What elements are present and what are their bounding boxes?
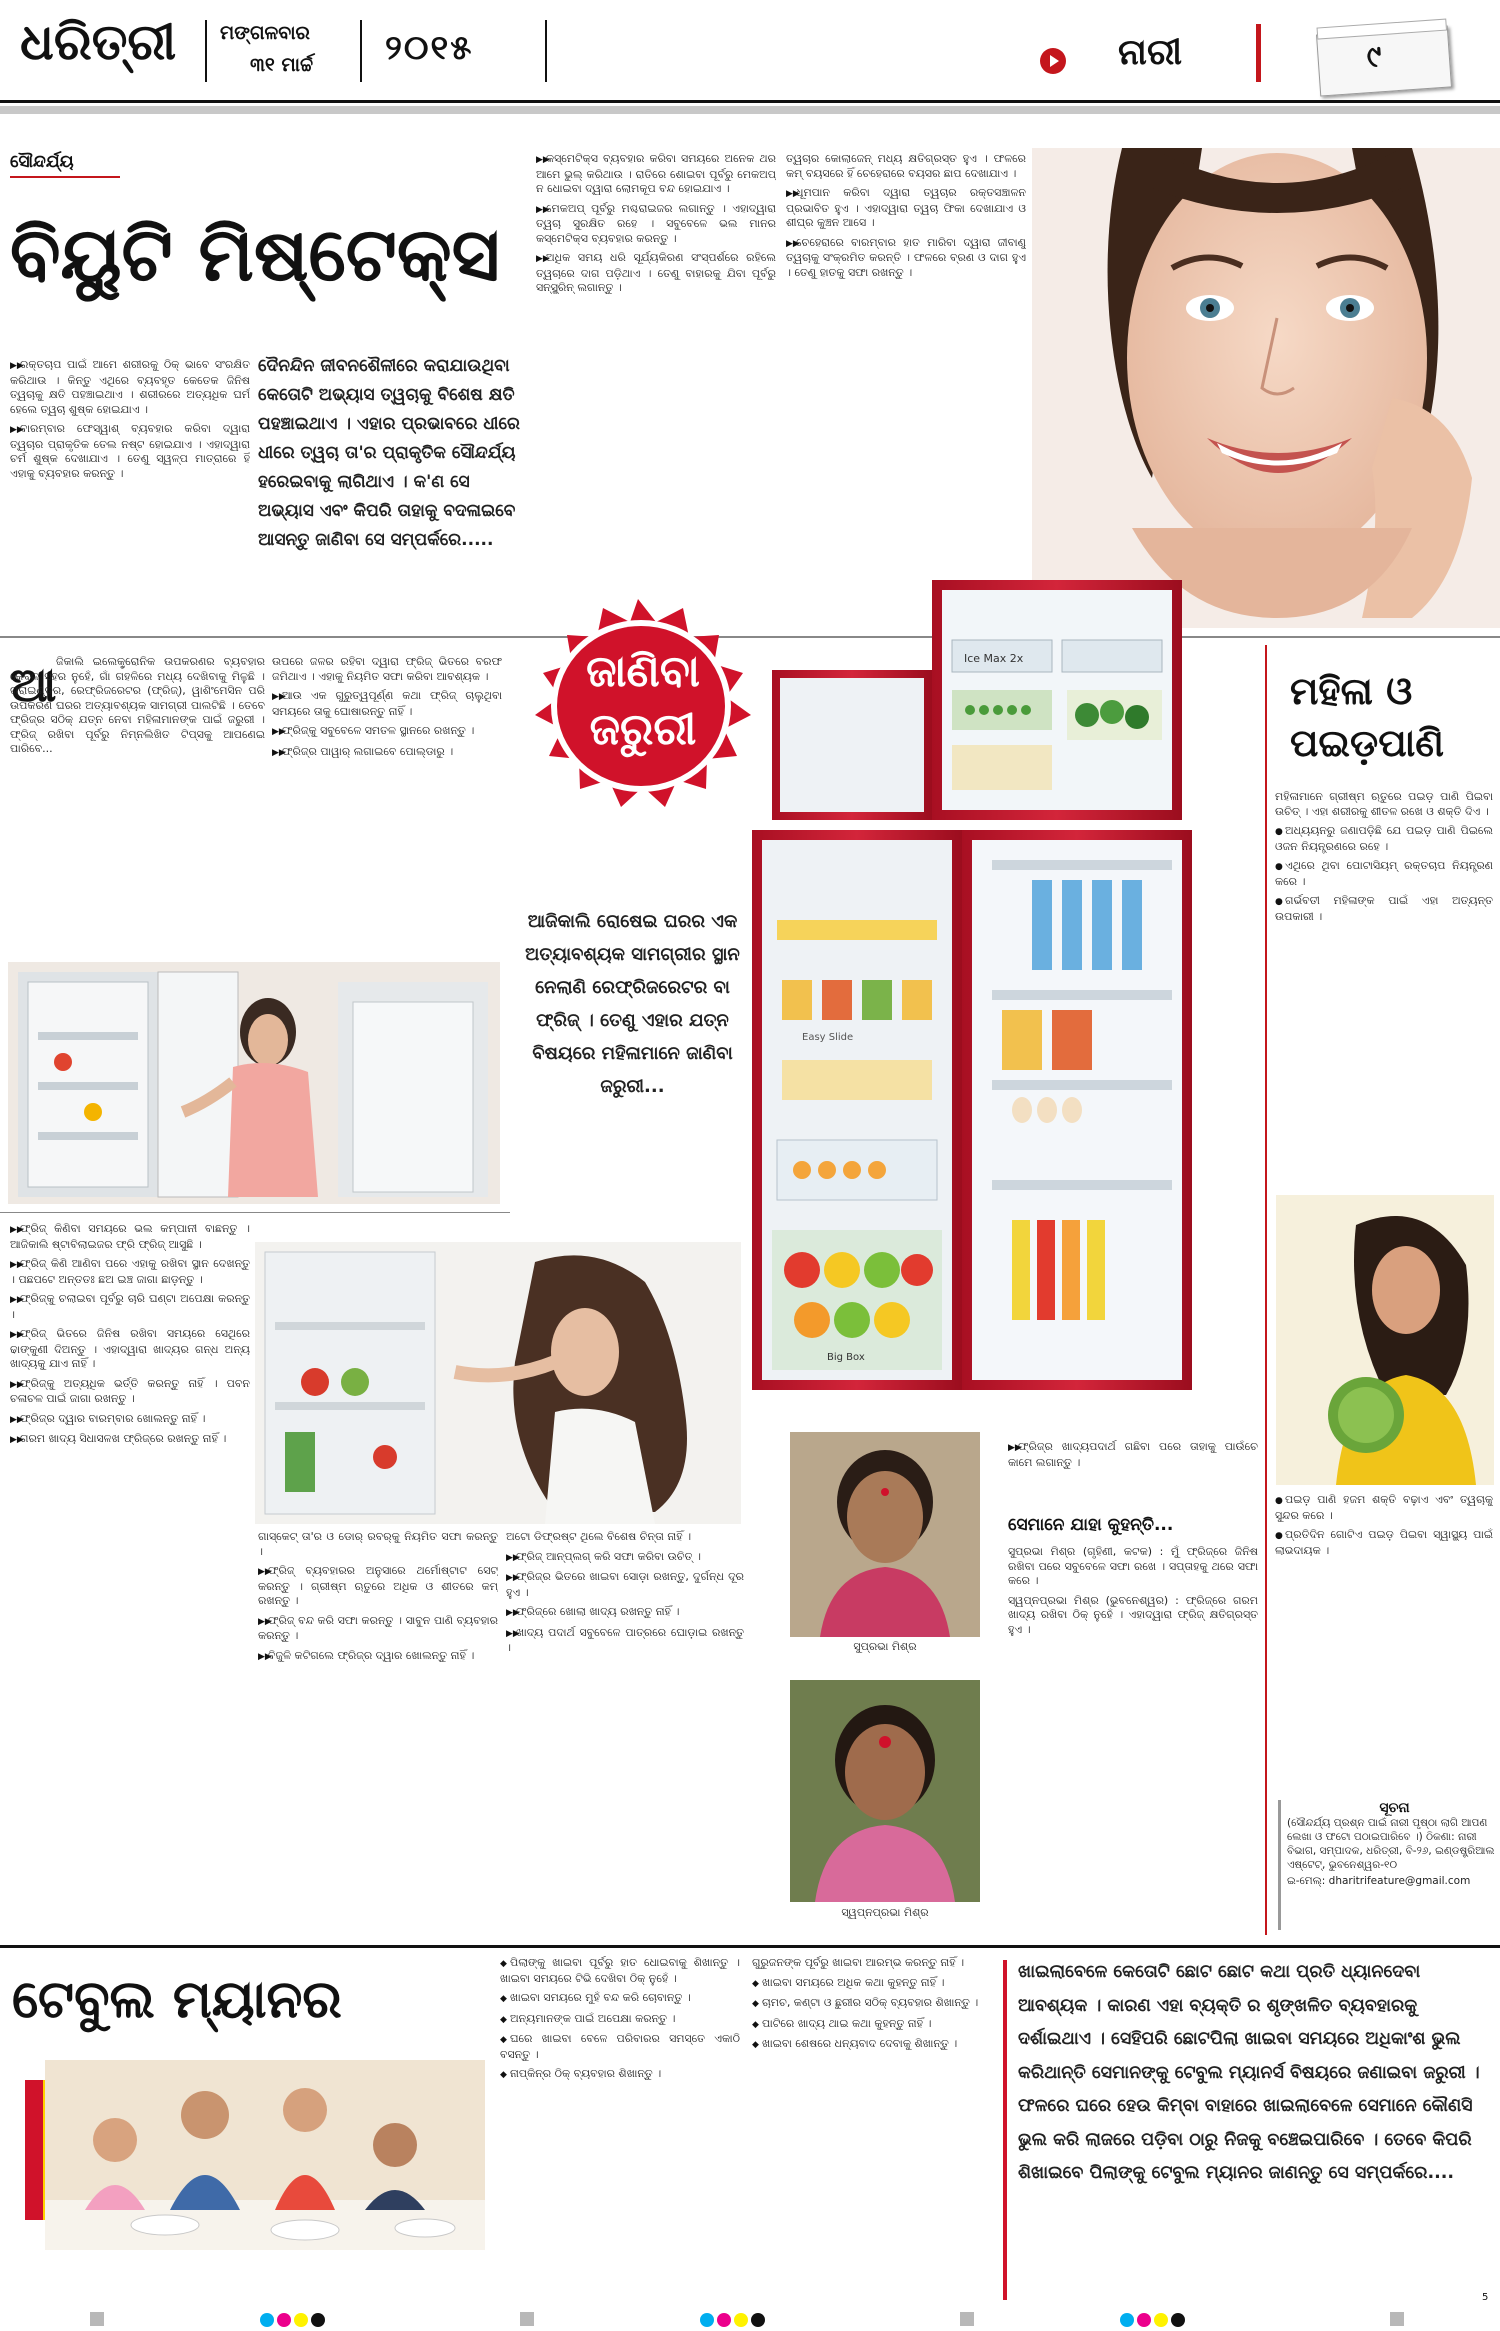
fridge-col5-p5: ▶▶ଖାଦ୍ୟ ପଦାର୍ଥ ସବୁବେଳେ ପାତ୍ରରେ ଘୋଡ଼ାଇ ରଖନ୍ତୁ । — [506, 1625, 744, 1654]
fridge-col5-p4-text: ଫ୍ରିଜ୍‌ରେ ଖୋଲା ଖାଦ୍ୟ ରଖନ୍ତୁ ନାହିଁ । — [516, 1605, 680, 1618]
masthead-year: ୨୦୧୫ — [385, 28, 474, 68]
fridge-col4-p3-text: ଫ୍ରିଜ୍ ବନ୍ଦ କରି ସଫା କରନ୍ତୁ । ସାବୁନ ପାଣି ବ୍ୟବହାର କରନ୍ତୁ । — [258, 1613, 498, 1642]
fridge-col3-p4-text: ଫ୍ରିଜ୍ ଭିତରେ ଜିନିଷ ରଖିବା ସମୟରେ ସେଥିରେ ଢାଙ୍କୁଣୀ ଦିଅନ୍ତୁ । ଏହାଦ୍ୱାରା ଖାଦ୍ୟର ଗନ୍ଧ ଅନ୍ୟ ଖାଦ୍ୟକୁ ଯାଏ ନାହିଁ । — [10, 1327, 250, 1370]
water-p1 — [1275, 790, 1493, 819]
footer-registration-2 — [700, 2312, 768, 2331]
table-col1-p2: ◆ ଖାଇବା ସମୟରେ ମୁହଁ ବନ୍ଦ କରି ଚୋବାନ୍ତୁ । — [500, 1991, 691, 2004]
table-col1-p4-text: ଘରେ ଖାଇବା ବେଳେ ପରିବାରର ସମସ୍ତେ ଏକାଠି ବସନ୍ତୁ । — [500, 2032, 740, 2061]
fridge-col4-p4-text: ବିଜୁଳି କଟିଗଲେ ଫ୍ରିଜ୍‌ର ଦ୍ୱାର ଖୋଲନ୍ତୁ ନାହିଁ । — [268, 1648, 475, 1662]
masthead-divider-1 — [205, 20, 207, 82]
play-icon — [1040, 48, 1066, 74]
fridge-col4-p1-text: ଗାସ୍କେଟ୍ ତା'ର ଓ ଡୋର୍ ରବର୍‌କୁ ନିୟମିତ ସଫା କରନ୍ତୁ । — [258, 1530, 498, 1558]
table-col1-p5: ◆ ନାପ୍‌କିନ୍‌ର ଠିକ୍ ବ୍ୟବହାର ଶିଖାନ୍ତୁ । — [500, 2067, 662, 2080]
table-col2-p3: ◆ ଚାମଚ, କଣ୍ଟା ଓ ଛୁରୀର ସଠିକ୍ ବ୍ୟବହାର ଶିଖାନ୍ତୁ । — [752, 1996, 979, 2009]
fridge-col2-p1 — [272, 655, 502, 684]
masthead-divider-3 — [545, 20, 547, 82]
fridge-col3 — [10, 1222, 250, 1622]
masthead-rule-grey — [0, 106, 1500, 114]
coconut-woman-photo — [1276, 1195, 1494, 1485]
fridge-col6-p2 — [1008, 1594, 1258, 1638]
beauty-col3-p1 — [786, 152, 1026, 181]
fridge-col5-p1-text: ଅଟୋ ଡିଫ୍ରଷ୍ଟ ଥିଲେ ବିଶେଷ ଚିନ୍ତା ନାହିଁ । — [506, 1530, 692, 1543]
big-box-label: Big Box — [827, 1352, 865, 1363]
beauty-col3 — [786, 152, 1026, 532]
table-col1-p4: ◆ ଘରେ ଖାଇବା ବେଳେ ପରିବାରର ସମସ୍ତେ ଏକାଠି ବସନ୍ତୁ । — [500, 2032, 740, 2061]
fridge-col4 — [258, 1530, 498, 1810]
water-p4-text: ଗର୍ଭବତୀ ମହିଳାଙ୍କ ପାଇଁ ଏହା ଅତ୍ୟନ୍ତ ଉପକାରୀ । — [1275, 894, 1493, 923]
fridge-col6-p1 — [1008, 1545, 1258, 1589]
fridge-col3-p1-text: ଫ୍ରିଜ୍ କିଣିବା ସମୟରେ ଭଲ କମ୍ପାନୀ ବାଛନ୍ତୁ । ଆଜିକାଲି ଷ୍ଟାବିଲାଇଜର ଫ୍ରି ଫ୍ରିଜ୍ ଆସୁଛି । — [10, 1222, 250, 1251]
water-p6-text: ପ୍ରତିଦିନ ଗୋଟିଏ ପଇଡ଼ ପିଇବା ସ୍ୱାସ୍ଥ୍ୟ ପାଇଁ ଲାଭଦାୟକ । — [1275, 1528, 1493, 1557]
fridge-col4-p4: ▶▶ବିଜୁଳି କଟିଗଲେ ଫ୍ରିଜ୍‌ର ଦ୍ୱାର ଖୋଲନ୍ତୁ ନାହିଁ । — [258, 1648, 475, 1662]
easy-slide-label: Easy Slide — [802, 1032, 854, 1043]
fridge-col3-p7-text: ଗରମ ଖାଦ୍ୟ ସିଧାସଳଖ ଫ୍ରିଜ୍‌ରେ ରଖନ୍ତୁ ନାହିଁ । — [20, 1432, 227, 1445]
table-headline: ଟେବୁଲ ମ୍ୟାନର — [12, 1970, 342, 2030]
table-col2-p5-text: ଖାଇବା ଶେଷରେ ଧନ୍ୟବାଦ ଦେବାକୁ ଶିଖାନ୍ତୁ । — [762, 2037, 958, 2050]
beauty-col3-p3-text: ଚେହେରାରେ ବାରମ୍ବାର ହାତ ମାରିବା ଦ୍ୱାରା ଜୀବାଣୁ ତ୍ୱଚାକୁ ସଂକ୍ରମିତ କରନ୍ତି । ଫଳରେ ବ୍ରଣ ଓ ଦାଗ ହୁଏ । ତେଣୁ ହାତକୁ ସଫା ରଖନ୍ତୁ । — [786, 235, 1026, 279]
beauty-col2-p3: ▶▶ଅଧିକ ସମୟ ଧରି ସୂର୍ଯ୍ୟକିରଣ ସଂସ୍ପର୍ଶରେ ରହିଲେ ତ୍ୱଚାରେ ଦାଗ ପଡ଼ିଥାଏ । ତେଣୁ ବାହାରକୁ ଯିବା ପୂର୍ବରୁ ସନ୍‌ସ୍କ୍ରିନ୍ ଲଗାନ୍ତୁ । — [536, 251, 776, 294]
beauty-col3-p3: ▶▶ଚେହେରାରେ ବାରମ୍ବାର ହାତ ମାରିବା ଦ୍ୱାରା ଜୀବାଣୁ ତ୍ୱଚାକୁ ସଂକ୍ରମିତ କରନ୍ତି । ଫଳରେ ବ୍ରଣ ଓ ଦାଗ ହୁଏ । ତେଣୁ ହାତକୁ ସଫା ରଖନ୍ତୁ । — [786, 235, 1026, 279]
table-col2-p1 — [752, 1956, 992, 1971]
beauty-kicker-text: ସୌନ୍ଦର୍ଯ୍ୟ — [10, 152, 74, 172]
notice-box — [1278, 1800, 1500, 1930]
fridge-col5-p3: ▶▶ଫ୍ରିଜ୍‌ର ଭିତରେ ଖାଇବା ସୋଡ଼ା ରଖନ୍ତୁ, ଦୁର୍ଗନ୍ଧ ଦୂର ହୁଏ । — [506, 1570, 744, 1599]
section-name: ନାରୀ — [1118, 32, 1183, 73]
water-headline-2: ପଇଡ଼ପାଣି — [1290, 721, 1445, 765]
table-col2-p2-text: ଖାଇବା ସମୟରେ ଅଧିକ କଥା କୁହନ୍ତୁ ନାହିଁ । — [762, 1975, 945, 1989]
table-col2-p4-text: ପାଟିରେ ଖାଦ୍ୟ ଥାଇ କଥା କୁହନ୍ତୁ ନାହିଁ । — [762, 2016, 932, 2030]
table-accent-red — [25, 2080, 43, 2220]
fridge-col2-p4-text: ଫ୍ରିଜ୍‌ର ପାୱାର୍ ଲଗାଇବେ ପୋଲ୍ଡାରୁ । — [282, 744, 454, 758]
woman-top — [228, 1063, 318, 1197]
table-col1-p1-text: ପିଲାଙ୍କୁ ଖାଇବା ପୂର୍ବରୁ ହାତ ଧୋଇବାକୁ ଶିଖାନ୍ତୁ । ଖାଇବା ସମୟରେ ଟିଭି ଦେଖିବା ଠିକ୍ ନୁହେଁ । — [500, 1956, 740, 1985]
fridge-col2-p3: ▶▶ଫ୍ରିଜ୍‌କୁ ସବୁବେଳେ ସମତଳ ସ୍ଥାନରେ ରଖନ୍ତୁ । — [272, 724, 475, 737]
water-p2: ● ଅଧ୍ୟୟନରୁ ଜଣାପଡ଼ିଛି ଯେ ପଇଡ଼ ପାଣି ପିଇଲେ ଓଜନ ନିୟନ୍ତ୍ରଣରେ ରହେ । — [1275, 824, 1493, 853]
fridge-col5-p2-text: ଫ୍ରିଜ୍ ଆନ୍‌ପ୍ଲଗ୍ କରି ସଫା କରିବା ଉଚିତ୍ । — [516, 1549, 701, 1563]
beauty-headline: ବିୟୁଟି ମିଷ୍ଟେକ୍ସ — [10, 212, 500, 298]
beauty-col1-p1-text: ରକ୍ତଚାପ ପାଇଁ ଆମେ ଶରୀରକୁ ଠିକ୍ ଭାବେ ସଂରକ୍ଷିତ କରିଥାଉ । କିନ୍ତୁ ଏଥିରେ ବ୍ୟବହୃତ କେତେକ ଜିନିଷ ତ୍ୱଚାକୁ କ୍ଷତି ପହଞ୍ଚାଇଥାଏ । ଶରୀରରେ ଅତ୍ୟଧିକ ଘର୍ମ ହେଲେ ତ୍ୱଚା ଶୁଷ୍କ ହୋଇଯାଏ । — [10, 358, 250, 416]
fridge-col3-p6-text: ଫ୍ରିଜ୍‌ର ଦ୍ୱାର ବାରମ୍ବାର ଖୋଲନ୍ତୁ ନାହିଁ । — [20, 1411, 206, 1425]
notice-title: ସୂଚନା — [1379, 1800, 1410, 1816]
beauty-col2-p2: ▶▶ମେକଅପ୍ ପୂର୍ବରୁ ମଶ୍ଚରାଇଜର ଲଗାନ୍ତୁ । ଏହାଦ୍ୱାରା ତ୍ୱଚା ସୁରକ୍ଷିତ ରହେ । ସବୁବେଳେ ଭଲ ମାନର କସ୍‌ମେଟିକ୍ସ ବ୍ୟବହାର କରନ୍ତୁ । — [536, 201, 776, 245]
woman-hair-fridge-photo — [255, 1242, 741, 1524]
beauty-col2-p2-text: ମେକଅପ୍ ପୂର୍ବରୁ ମଶ୍ଚରାଇଜର ଲଗାନ୍ତୁ । ଏହାଦ୍ୱାରା ତ୍ୱଚା ସୁରକ୍ଷିତ ରହେ । ସବୁବେଳେ ଭଲ ମାନର କସ୍‌ମେଟିକ୍ସ ବ୍ୟବହାର କରନ୍ତୁ । — [536, 201, 776, 245]
fridge-col1-p1 — [10, 655, 265, 757]
masthead-date: ୩୧ ମାର୍ଚ୍ଚ — [250, 54, 314, 76]
footer-grey-2 — [520, 2312, 534, 2326]
water-body-2 — [1275, 1493, 1493, 1763]
ice-max-label: Ice Max 2x — [964, 652, 1024, 665]
table-col1-p1: ◆ ପିଲାଙ୍କୁ ଖାଇବା ପୂର୍ବରୁ ହାତ ଧୋଇବାକୁ ଶିଖାନ୍ତୁ । ଖାଇବା ସମୟରେ ଟିଭି ଦେଖିବା ଠିକ୍ ନୁହେଁ । — [500, 1956, 740, 1985]
table-col2-p2: ◆ ଖାଇବା ସମୟରେ ଅଧିକ କଥା କୁହନ୍ତୁ ନାହିଁ । — [752, 1975, 945, 1989]
fridge-col5-p4: ▶▶ଫ୍ରିଜ୍‌ରେ ଖୋଲା ଖାଦ୍ୟ ରଖନ୍ତୁ ନାହିଁ । — [506, 1605, 680, 1618]
footer-grey-1 — [90, 2312, 104, 2326]
footer-registration-1 — [260, 2312, 328, 2331]
table-rule-top — [0, 1945, 1500, 1948]
woman-fridge-photo — [8, 962, 500, 1204]
beauty-col2-p1: ▶▶କସ୍‌ମେଟିକ୍ସ ବ୍ୟବହାର କରିବା ସମୟରେ ଅନେକ ଥର ଆମେ ଭୁଲ୍ କରିଥାଉ । ରାତିରେ ଶୋଇବା ପୂର୍ବରୁ ମେକଅପ୍ ନ ଧୋଇବା ଦ୍ୱାରା ଲୋମକୂପ ବନ୍ଦ ହୋଇଯାଏ । — [536, 152, 776, 195]
page-number: ୯ — [1365, 39, 1383, 76]
footer-bar — [0, 2292, 1500, 2330]
table-lead-divider — [1003, 1960, 1007, 2300]
table-col1 — [500, 1956, 740, 2301]
table-col1-p3: ◆ ଅନ୍ୟମାନଙ୍କ ପାଇଁ ଅପେକ୍ଷା କରନ୍ତୁ । — [500, 2011, 676, 2025]
fridge-col3-p6: ▶▶ଫ୍ରିଜ୍‌ର ଦ୍ୱାର ବାରମ୍ବାର ଖୋଲନ୍ତୁ ନାହିଁ । — [10, 1411, 206, 1425]
fridge-col4-p2-text: ଫ୍ରିଜ୍ ବ୍ୟବହାରର ଅନୁସାରେ ଥର୍ମୋଷ୍ଟାଟ ସେଟ୍ କରନ୍ତୁ । ଗ୍ରୀଷ୍ମ ଋତୁରେ ଅଧିକ ଓ ଶୀତରେ କମ୍ ରଖନ୍ତୁ । — [258, 1564, 498, 1607]
fridge-col6-intro-text: ଫ୍ରିଜ୍‌ର ଖାଦ୍ୟପଦାର୍ଥ ଗଛିବା ପରେ ତାହାକୁ ପାଉଁଚେ କାମେ ଲଗାନ୍ତୁ । — [1008, 1440, 1258, 1469]
fridge-col5-p2: ▶▶ଫ୍ରିଜ୍ ଆନ୍‌ପ୍ଲଗ୍ କରି ସଫା କରିବା ଉଚିତ୍ । — [506, 1549, 701, 1563]
beauty-kicker — [10, 152, 120, 178]
stamp-line1: ଜାଣିବା — [586, 646, 700, 697]
beauty-col1 — [10, 358, 250, 628]
table-col2-p4: ◆ ପାଟିରେ ଖାଦ୍ୟ ଥାଇ କଥା କୁହନ୍ତୁ ନାହିଁ । — [752, 2016, 932, 2030]
table-col2-p3-text: ଚାମଚ, କଣ୍ଟା ଓ ଛୁରୀର ସଠିକ୍ ବ୍ୟବହାର ଶିଖାନ୍ତୁ । — [762, 1996, 979, 2009]
stamp-line2: ଜରୁରୀ — [589, 704, 697, 755]
fridge-col5-p1 — [506, 1530, 744, 1545]
fridge-photo — [732, 580, 1212, 1410]
face-illustration — [1032, 148, 1500, 628]
fridge-col3-p2-text: ଫ୍ରିଜ୍ କିଣି ଆଣିବା ପରେ ଏହାକୁ ରଖିବା ସ୍ଥାନ ଦେଖନ୍ତୁ । ପଛପଟେ ଅନ୍ତତଃ ଛଅ ଇଞ୍ଚ ଜାଗା ଛାଡ଼ନ୍ତୁ । — [10, 1257, 250, 1286]
masthead-day: ମଙ୍ଗଳବାର — [220, 22, 310, 44]
beauty-col2-p3-text: ଅଧିକ ସମୟ ଧରି ସୂର୍ଯ୍ୟକିରଣ ସଂସ୍ପର୍ଶରେ ରହିଲେ ତ୍ୱଚାରେ ଦାଗ ପଡ଼ିଥାଏ । ତେଣୁ ବାହାରକୁ ଯିବା ପୂର୍ବରୁ ସନ୍‌ସ୍କ୍ରିନ୍ ଲଗାନ୍ତୁ । — [536, 251, 776, 294]
quotes-heading: ସେମାନେ ଯାହା କୁହନ୍ତି... — [1008, 1515, 1174, 1535]
beauty-col3-p2: ▶▶ଧୂମପାନ କରିବା ଦ୍ୱାରା ତ୍ୱଚାର ରକ୍ତସଞ୍ଚାଳନ ପ୍ରଭାବିତ ହୁଏ । ଏହାଦ୍ୱାରା ତ୍ୱଚା ଫିକା ଦେଖାଯାଏ ଓ ଶୀଘ୍ର କୁଞ୍ଚନ ଆସେ । — [786, 186, 1026, 229]
table-lead: ଖାଇଲାବେଳେ କେତୋଟି ଛୋଟ ଛୋଟ କଥା ପ୍ରତି ଧ୍ୟାନଦେବା ଆବଶ୍ୟକ । କାରଣ ଏହା ବ୍ୟକ୍ତି ର ଶୃଙ୍ଖଳିତ ବ୍ୟବହାରକୁ ଦର୍ଶାଇଥାଏ । ସେହିପରି ଛୋଟପିଲା ଖାଇବା ସମୟରେ ଅଧିକାଂଶ ଭୁଲ କରିଥାନ୍ତି ସେମାନଙ୍କୁ ଟେବୁଲ ମ୍ୟାନର୍ସ ବିଷୟରେ ଜଣାଇବା ଜରୁରୀ । ଫଳରେ ଘରେ ହେଉ କିମ୍ବା ବାହାରେ ଖାଇଲାବେଳେ ସେମାନେ କୌଣସି ଭୁଲ କରି ଲାଜରେ ପଡ଼ିବା ଠାରୁ ନିଜକୁ ବଞ୍ଚେଇପାରିବେ । ତେବେ କିପରି ଶିଖାଇବେ ପିଲାଙ୍କୁ ଟେବୁଲ ମ୍ୟାନର ଜାଣନ୍ତୁ ସେ ସମ୍ପର୍କରେ.... — [1018, 1962, 1480, 2183]
beauty-col1-p2: ▶▶ବାରମ୍ବାର ଫେସ୍‌ୱାଶ୍ ବ୍ୟବହାର କରିବା ଦ୍ୱାରା ତ୍ୱଚାର ପ୍ରାକୃତିକ ତେଲ ନଷ୍ଟ ହୋଇଯାଏ । ଏହାଦ୍ୱାରା ଚର୍ମ ଶୁଷ୍କ ଦେଖାଯାଏ । ତେଣୁ ସ୍ୱଳ୍ପ ମାତ୍ରାରେ ହିଁ ଏହାକୁ ବ୍ୟବହାର କରନ୍ତୁ । — [10, 422, 250, 480]
fridge-col2-p4: ▶▶ଫ୍ରିଜ୍‌ର ପାୱାର୍ ଲଗାଇବେ ପୋଲ୍ଡାରୁ । — [272, 744, 454, 758]
fridge-col3-p4: ▶▶ଫ୍ରିଜ୍ ଭିତରେ ଜିନିଷ ରଖିବା ସମୟରେ ସେଥିରେ ଢାଙ୍କୁଣୀ ଦିଅନ୍ତୁ । ଏହାଦ୍ୱାରା ଖାଦ୍ୟର ଗନ୍ଧ ଅନ୍ୟ ଖାଦ୍ୟକୁ ଯାଏ ନାହିଁ । — [10, 1327, 250, 1370]
water-p1-text: ମହିଳାମାନେ ଗ୍ରୀଷ୍ମ ଋତୁରେ ପଇଡ଼ ପାଣି ପିଇବା ଉଚିତ୍ । ଏହା ଶରୀରକୁ ଶୀତଳ ରଖେ ଓ ଶକ୍ତି ଦିଏ । — [1275, 790, 1493, 818]
fridge-col6-intro: ▶▶ଫ୍ରିଜ୍‌ର ଖାଦ୍ୟପଦାର୍ଥ ଗଛିବା ପରେ ତାହାକୁ ପାଉଁଚେ କାମେ ଲଗାନ୍ତୁ । — [1008, 1440, 1258, 1469]
person2-photo — [790, 1680, 980, 1902]
person2-caption: ସ୍ୱପ୍ନପ୍ରଭା ମିଶ୍ର — [841, 1906, 929, 1919]
person1-photo — [790, 1432, 980, 1637]
fridge-dropcap: ଆ — [10, 657, 57, 713]
fridge-col3-p3: ▶▶ଫ୍ରିଜ୍‌କୁ ଚଲାଇବା ପୂର୍ବରୁ ଚାରି ଘଣ୍ଟା ଅପେକ୍ଷା କରନ୍ତୁ । — [10, 1292, 250, 1321]
woman-hair-illustration — [255, 1242, 741, 1524]
beauty-col1-p1: ▶▶ରକ୍ତଚାପ ପାଇଁ ଆମେ ଶରୀରକୁ ଠିକ୍ ଭାବେ ସଂରକ୍ଷିତ କରିଥାଉ । କିନ୍ତୁ ଏଥିରେ ବ୍ୟବହୃତ କେତେକ ଜିନିଷ ତ୍ୱଚାକୁ କ୍ଷତି ପହଞ୍ଚାଇଥାଏ । ଶରୀରରେ ଅତ୍ୟଧିକ ଘର୍ମ ହେଲେ ତ୍ୱଚା ଶୁଷ୍କ ହୋଇଯାଏ । — [10, 358, 250, 416]
water-p6: ● ପ୍ରତିଦିନ ଗୋଟିଏ ପଇଡ଼ ପିଇବା ସ୍ୱାସ୍ଥ୍ୟ ପାଇଁ ଲାଭଦାୟକ । — [1275, 1528, 1493, 1557]
water-sidebar-divider — [1265, 645, 1267, 1935]
fridge-col3-p1: ▶▶ଫ୍ରିଜ୍ କିଣିବା ସମୟରେ ଭଲ କମ୍ପାନୀ ବାଛନ୍ତୁ । ଆଜିକାଲି ଷ୍ଟାବିଲାଇଜର ଫ୍ରି ଫ୍ରିଜ୍ ଆସୁଛି । — [10, 1222, 250, 1251]
fridge-col1 — [10, 655, 265, 955]
water-body — [1275, 790, 1493, 1180]
water-p4: ● ଗର୍ଭବତୀ ମହିଳାଙ୍କ ପାଇଁ ଏହା ଅତ୍ୟନ୍ତ ଉପକାରୀ । — [1275, 894, 1493, 923]
page-number-tab — [1316, 25, 1452, 96]
fridge-col2-p3-text: ଫ୍ରିଜ୍‌କୁ ସବୁବେଳେ ସମତଳ ସ୍ଥାନରେ ରଖନ୍ତୁ । — [282, 724, 475, 737]
footer-page-mark: 5 — [1482, 2292, 1489, 2303]
table-col2-p5: ◆ ଖାଇବା ଶେଷରେ ଧନ୍ୟବାଦ ଦେବାକୁ ଶିଖାନ୍ତୁ । — [752, 2037, 958, 2050]
masthead-divider-2 — [360, 20, 362, 82]
fridge-col6-p1-text: ସୁପ୍ରଭା ମିଶ୍ର (ଗୃହିଣୀ, କଟକ) : ମୁଁ ଫ୍ରିଜ୍‌ରେ ଜିନିଷ ରଖିବା ପରେ ସବୁବେଳେ ସଫା ରଖେ । ସପ୍ତାହକୁ ଥରେ ସଫା କରେ । — [1008, 1545, 1258, 1587]
fridge-col3-p2: ▶▶ଫ୍ରିଜ୍ କିଣି ଆଣିବା ପରେ ଏହାକୁ ରଖିବା ସ୍ଥାନ ଦେଖନ୍ତୁ । ପଛପଟେ ଅନ୍ତତଃ ଛଅ ଇଞ୍ଚ ଜାଗା ଛାଡ଼ନ୍ତୁ । — [10, 1257, 250, 1286]
notice-body: (ସୌନ୍ଦର୍ଯ୍ୟ ପ୍ରଶ୍ନ ପାଇଁ ନାରୀ ପୃଷ୍ଠା ଲାଗି ଆପଣ ଲେଖା ଓ ଫଟୋ ପଠାଇପାରିବେ ।) ଠିକଣା: ନାରୀ ବିଭାଗ, ସମ୍ପାଦକ, ଧରିତ୍ରୀ, ବି-୨୬, ଇଣ୍ଡଷ୍ଟ୍ରିଆଲ ଏଷ୍ଟେଟ୍, ଭୁବନେଶ୍ୱର-୧୦ — [1287, 1817, 1495, 1871]
fridge-col4-p3: ▶▶ଫ୍ରିଜ୍ ବନ୍ଦ କରି ସଫା କରନ୍ତୁ । ସାବୁନ ପାଣି ବ୍ୟବହାର କରନ୍ତୁ । — [258, 1613, 498, 1642]
table-col2-p1-text: ଗୁରୁଜନଙ୍କ ପୂର୍ବରୁ ଖାଇବା ଆରମ୍ଭ କରନ୍ତୁ ନାହିଁ । — [752, 1956, 965, 1969]
table-col1-p3-text: ଅନ୍ୟମାନଙ୍କ ପାଇଁ ଅପେକ୍ଷା କରନ୍ତୁ । — [510, 2011, 676, 2025]
beauty-col2 — [536, 152, 776, 532]
water-p2-text: ଅଧ୍ୟୟନରୁ ଜଣାପଡ଼ିଛି ଯେ ପଇଡ଼ ପାଣି ପିଇଲେ ଓଜନ ନିୟନ୍ତ୍ରଣରେ ରହେ । — [1275, 824, 1493, 853]
fridge-col5-p3-text: ଫ୍ରିଜ୍‌ର ଭିତରେ ଖାଇବା ସୋଡ଼ା ରଖନ୍ତୁ, ଦୁର୍ଗନ୍ଧ ଦୂର ହୁଏ । — [506, 1570, 744, 1599]
beauty-face-photo — [1032, 148, 1500, 628]
fridge-col6-p2-text: ସ୍ୱପ୍ନପ୍ରଭା ମିଶ୍ର (ଭୁବନେଶ୍ୱର) : ଫ୍ରିଜ୍‌ରେ ଗରମ ଖାଦ୍ୟ ରଖିବା ଠିକ୍ ନୁହେଁ । ଏହାଦ୍ୱାରା ଫ୍ରିଜ୍ କ୍ଷତିଗ୍ରସ୍ତ ହୁଏ । — [1008, 1593, 1258, 1636]
table-col2 — [752, 1956, 992, 2301]
footer-grey-3 — [960, 2312, 974, 2326]
fridge-col2-p2-text: ଆଉ ଏକ ଗୁରୁତ୍ୱପୂର୍ଣ୍ଣ କଥା ଫ୍ରିଜ୍ ଚାଲୁଥିବା ସମୟରେ ତାକୁ ଘୋଷାରନ୍ତୁ ନାହିଁ । — [272, 689, 502, 718]
family-dining-photo — [45, 2060, 485, 2250]
fridge-col3-p5: ▶▶ଫ୍ରିଜ୍‌କୁ ଅତ୍ୟଧିକ ଭର୍ତ୍ତି କରନ୍ତୁ ନାହିଁ । ପବନ ଚଳାଚଳ ପାଇଁ ଜାଗା ରଖନ୍ତୁ । — [10, 1376, 250, 1405]
water-p3-text: ଏଥିରେ ଥିବା ପୋଟାସିୟମ୍ ରକ୍ତଚାପ ନିୟନ୍ତ୍ରଣ କରେ । — [1275, 859, 1493, 888]
fridge-col2-p1-text: ଉପରେ ଜଳର ରହିବା ଦ୍ୱାରା ଫ୍ରିଜ୍ ଭିତରେ ବରଫ ଜମିଥାଏ । ଏହାକୁ ନିୟମିତ ସଫା କରିବା ଆବଶ୍ୟକ । — [272, 655, 502, 683]
woman-fridge-illustration — [8, 962, 500, 1204]
masthead-rule-top — [0, 100, 1500, 103]
fridge-col3-p7: ▶▶ଗରମ ଖାଦ୍ୟ ସିଧାସଳଖ ଫ୍ରିଜ୍‌ରେ ରଖନ୍ତୁ ନାହିଁ । — [10, 1432, 227, 1445]
beauty-col3-p1-text: ତ୍ୱଚାର କୋଲାଜେନ୍ ମଧ୍ୟ କ୍ଷତିଗ୍ରସ୍ତ ହୁଏ । ଫଳରେ କମ୍ ବୟସରେ ହିଁ ଚେହେରାରେ ବୟସର ଛାପ ଦେଖାଯାଏ । — [786, 152, 1026, 180]
beauty-col2-p1-text: କସ୍‌ମେଟିକ୍ସ ବ୍ୟବହାର କରିବା ସମୟରେ ଅନେକ ଥର ଆମେ ଭୁଲ୍ କରିଥାଉ । ରାତିରେ ଶୋଇବା ପୂର୍ବରୁ ମେକଅପ୍ ନ ଧୋଇବା ଦ୍ୱାରା ଲୋମକୂପ ବନ୍ଦ ହୋଇଯାଏ । — [536, 152, 776, 195]
fridge-col3-p3-text: ଫ୍ରିଜ୍‌କୁ ଚଲାଇବା ପୂର୍ବରୁ ଚାରି ଘଣ୍ଟା ଅପେକ୍ଷା କରନ୍ତୁ । — [10, 1292, 250, 1321]
fridge-illustration — [732, 580, 1212, 1410]
table-col1-p2-text: ଖାଇବା ସମୟରେ ମୁହଁ ବନ୍ଦ କରି ଚୋବାନ୍ତୁ । — [510, 1991, 691, 2004]
water-headline-1: ମହିଳା ଓ — [1290, 669, 1413, 713]
fridge-pull-quote: ଆଜିକାଲି ରୋଷେଇ ଘରର ଏକ ଅତ୍ୟାବଶ୍ୟକ ସାମଗ୍ରୀର ସ୍ଥାନ ନେଲାଣି ରେଫ୍ରିଜରେଟର ବା ଫ୍ରିଜ୍ । ତେଣୁ ଏହାର ଯତ୍ନ ବିଷୟରେ ମହିଳାମାନେ ଜାଣିବା ଜରୁରୀ... — [525, 911, 740, 1097]
paper-name: ଧରିତ୍ରୀ — [20, 13, 177, 71]
water-p3: ● ଏଥିରେ ଥିବା ପୋଟାସିୟମ୍ ରକ୍ତଚାପ ନିୟନ୍ତ୍ରଣ କରେ । — [1275, 859, 1493, 888]
janiba-jaruri-stamp — [513, 594, 763, 814]
fridge-col5 — [506, 1530, 744, 1810]
person1-caption: ସୁପ୍ରଭା ମିଶ୍ର — [853, 1640, 917, 1653]
fridge-col4-p2: ▶▶ଫ୍ରିଜ୍ ବ୍ୟବହାରର ଅନୁସାରେ ଥର୍ମୋଷ୍ଟାଟ ସେଟ୍ କରନ୍ତୁ । ଗ୍ରୀଷ୍ମ ଋତୁରେ ଅଧିକ ଓ ଶୀତରେ କମ୍ ରଖନ୍ତୁ । — [258, 1564, 498, 1607]
footer-grey-4 — [1390, 2312, 1404, 2326]
beauty-col3-p2-text: ଧୂମପାନ କରିବା ଦ୍ୱାରା ତ୍ୱଚାର ରକ୍ତସଞ୍ଚାଳନ ପ୍ରଭାବିତ ହୁଏ । ଏହାଦ୍ୱାରା ତ୍ୱଚା ଫିକା ଦେଖାଯାଏ ଓ ଶୀଘ୍ର କୁଞ୍ଚନ ଆସେ । — [786, 186, 1026, 229]
fridge-col6 — [1008, 1545, 1258, 1920]
fridge-rule-mid — [0, 1212, 510, 1213]
masthead — [0, 0, 1500, 100]
fridge-col1-p1-text: ଜିକାଲି ଇଲେକ୍ଟ୍ରୋନିକ ଉପକରଣର ବ୍ୟବହାର କେବଳ ସହର ନୁହେଁ, ଗାଁ ଗହଳିରେ ମଧ୍ୟ ଦେଖିବାକୁ ମିଳୁଛି । ଗ୍ରାଇଣ୍ଡର, ରେଫ୍ରିଜରେଟର (ଫ୍ରିଜ୍), ୱାଶିଂମେସିନ ପରି ଉପକରଣ ଘରର ଅତ୍ୟାବଶ୍ୟକ ସାମଗ୍ରୀ ପାଲଟିଛି । ତେବେ ଫ୍ରିଜ୍‌ର ସଠିକ୍ ଯତ୍ନ ନେବା ମହିଳାମାନଙ୍କ ପାଇଁ ଜରୁରୀ । ଫ୍ରିଜ୍ ରଖିବା ପୂର୍ବରୁ ନିମ୍ନଲିଖିତ ଟିପ୍ସକୁ ଆପଣେଇ ପାରିବେ... — [10, 655, 265, 755]
water-p5-text: ପଇଡ଼ ପାଣି ହଜମ ଶକ୍ତି ବଢ଼ାଏ ଏବଂ ତ୍ୱଚାକୁ ସୁନ୍ଦର କରେ । — [1275, 1493, 1493, 1522]
fridge-col5-p5-text: ଖାଦ୍ୟ ପଦାର୍ଥ ସବୁବେଳେ ପାତ୍ରରେ ଘୋଡ଼ାଇ ରଖନ୍ତୁ । — [506, 1625, 744, 1654]
fridge-col4-p1 — [258, 1530, 498, 1559]
water-p5: ● ପଇଡ଼ ପାଣି ହଜମ ଶକ୍ତି ବଢ଼ାଏ ଏବଂ ତ୍ୱଚାକୁ ସୁନ୍ଦର କରେ । — [1275, 1493, 1493, 1522]
fridge-col2-p2: ▶▶ଆଉ ଏକ ଗୁରୁତ୍ୱପୂର୍ଣ୍ଣ କଥା ଫ୍ରିଜ୍ ଚାଲୁଥିବା ସମୟରେ ତାକୁ ଘୋଷାରନ୍ତୁ ନାହିଁ । — [272, 689, 502, 718]
notice-email[interactable]: ଇ-ମେଲ୍: dharitrifeature@gmail.com — [1287, 1875, 1471, 1887]
section-accent-bar — [1256, 24, 1261, 82]
table-col1-p5-text: ନାପ୍‌କିନ୍‌ର ଠିକ୍ ବ୍ୟବହାର ଶିଖାନ୍ତୁ । — [510, 2067, 662, 2080]
footer-registration-3 — [1120, 2312, 1188, 2331]
fridge-col3-p5-text: ଫ୍ରିଜ୍‌କୁ ଅତ୍ୟଧିକ ଭର୍ତ୍ତି କରନ୍ତୁ ନାହିଁ । ପବନ ଚଳାଚଳ ପାଇଁ ଜାଗା ରଖନ୍ତୁ । — [10, 1376, 250, 1405]
beauty-lead: ଦୈନନ୍ଦିନ ଜୀବନଶୈଳୀରେ କରାଯାଉଥିବା କେତୋଟି ଅଭ୍ୟାସ ତ୍ୱଚାକୁ ବିଶେଷ କ୍ଷତି ପହଞ୍ଚାଇଥାଏ । ଏହାର ପ୍ରଭାବରେ ଧୀରେ ଧୀରେ ତ୍ୱଚା ତା'ର ପ୍ରାକୃତିକ ସୌନ୍ଦର୍ଯ୍ୟ ହରେଇବାକୁ ଲାଗିଥାଏ । କ'ଣ ସେ ଅଭ୍ୟାସ ଏବଂ କିପରି ତାହାକୁ ବଦଳାଇବେ ଆସନ୍ତୁ ଜାଣିବା ସେ ସମ୍ପର୍କରେ..... — [258, 356, 520, 550]
fridge-col2 — [272, 655, 502, 955]
beauty-col1-p2-text: ବାରମ୍ବାର ଫେସ୍‌ୱାଶ୍ ବ୍ୟବହାର କରିବା ଦ୍ୱାରା ତ୍ୱଚାର ପ୍ରାକୃତିକ ତେଲ ନଷ୍ଟ ହୋଇଯାଏ । ଏହାଦ୍ୱାରା ଚର୍ମ ଶୁଷ୍କ ଦେଖାଯାଏ । ତେଣୁ ସ୍ୱଳ୍ପ ମାତ୍ରାରେ ହିଁ ଏହାକୁ ବ୍ୟବହାର କରନ୍ତୁ । — [10, 422, 250, 480]
